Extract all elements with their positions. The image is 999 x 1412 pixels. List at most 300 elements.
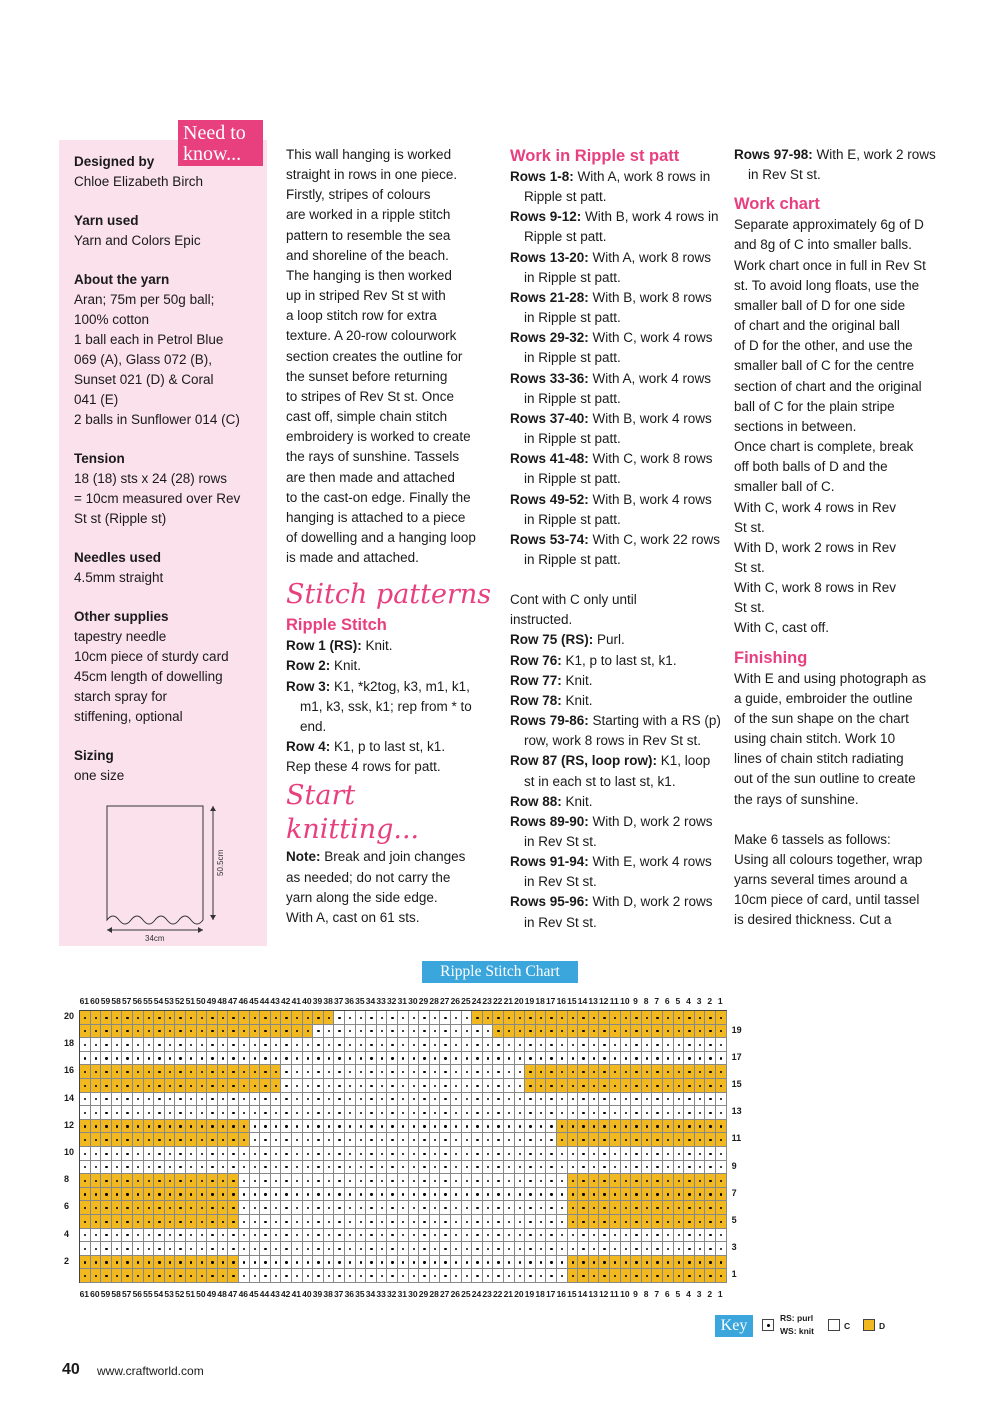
chart-cell	[377, 1147, 388, 1161]
chart-cell	[483, 1093, 494, 1107]
chart-cell	[345, 1161, 356, 1175]
chart-cell	[462, 1242, 473, 1256]
chart-cell	[101, 1133, 112, 1147]
chart-cell	[324, 1120, 335, 1134]
chart-cell	[271, 1011, 282, 1025]
chart-cell	[493, 1093, 504, 1107]
finishing-text: the rays of sunshine.	[734, 791, 859, 807]
chart-cell	[610, 1229, 621, 1243]
chart-cell	[621, 1161, 632, 1175]
chart-cell	[409, 1079, 420, 1093]
chart-cell	[705, 1093, 716, 1107]
chart-cell	[356, 1079, 367, 1093]
chart-cell	[398, 1079, 409, 1093]
chart-cell	[440, 1093, 451, 1107]
chart-cell	[652, 1120, 663, 1134]
chart-cell	[281, 1065, 292, 1079]
chart-cell	[716, 1052, 727, 1066]
chart-cell	[536, 1242, 547, 1256]
chart-column-number: 36	[344, 1289, 355, 1299]
chart-cell	[186, 1256, 197, 1270]
instruction-row	[510, 630, 722, 650]
chart-column-number: 50	[196, 996, 206, 1006]
chart-column-number: 9	[633, 1289, 638, 1299]
chart-cell	[154, 1215, 165, 1229]
chart-cell	[250, 1106, 261, 1120]
chart-cell	[695, 1052, 706, 1066]
chart-cell	[218, 1256, 229, 1270]
sidebar-text: 041 (E)	[74, 392, 119, 407]
instruction-row	[734, 145, 949, 185]
chart-cell	[536, 1025, 547, 1039]
chart-cell	[366, 1052, 377, 1066]
chart-column-number: 47	[227, 1289, 238, 1299]
chart-cell	[642, 1133, 653, 1147]
instruction-row	[510, 369, 722, 409]
chart-cell	[260, 1174, 271, 1188]
chart-cell	[271, 1188, 282, 1202]
chart-cell	[525, 1120, 536, 1134]
instruction-text: K1, p to last st, k1.	[330, 739, 446, 755]
chart-cell	[631, 1201, 642, 1215]
chart-cell	[462, 1174, 473, 1188]
chart-cell	[303, 1269, 314, 1283]
chart-cell	[122, 1133, 133, 1147]
chart-cell	[589, 1256, 600, 1270]
chart-cell	[557, 1065, 568, 1079]
chart-cell	[472, 1093, 483, 1107]
chart-cell	[536, 1120, 547, 1134]
chart-cell	[144, 1201, 155, 1215]
chart-cell	[133, 1038, 144, 1052]
sidebar-text: 2 balls in Sunflower 014 (C)	[74, 412, 240, 427]
chart-cell	[536, 1161, 547, 1175]
chart-cell	[536, 1269, 547, 1283]
chart-cell	[674, 1065, 685, 1079]
chart-cell	[483, 1079, 494, 1093]
chart-column-number: 56	[132, 996, 143, 1006]
chart-cell	[292, 1256, 303, 1270]
work-chart-text: With C, work 4 rows in Rev	[734, 499, 897, 515]
instruction-text: With B, work 4 rows in Ripple st patt.	[524, 410, 712, 447]
chart-cell	[472, 1065, 483, 1079]
chart-cell	[716, 1025, 727, 1039]
chart-cell	[462, 1011, 473, 1025]
instruction-text: Knit.	[361, 638, 393, 654]
chart-cell	[387, 1215, 398, 1229]
chart-cell	[525, 1025, 536, 1039]
chart-cell	[398, 1256, 409, 1270]
chart-cell	[165, 1161, 176, 1175]
chart-cell	[197, 1269, 208, 1283]
chart-cell	[525, 1229, 536, 1243]
chart-cell	[345, 1174, 356, 1188]
instruction-label: Rows 13-20:	[510, 249, 589, 265]
intro-text: to the cast-on edge. Finally the	[286, 489, 471, 505]
chart-cell	[568, 1215, 579, 1229]
need-to-know-panel	[59, 140, 267, 946]
chart-cell	[398, 1065, 409, 1079]
chart-cell	[419, 1269, 430, 1283]
chart-cell	[631, 1120, 642, 1134]
chart-cell	[101, 1161, 112, 1175]
chart-cell	[313, 1093, 324, 1107]
chart-cell	[271, 1106, 282, 1120]
chart-cell	[281, 1120, 292, 1134]
chart-column-number: 28	[429, 996, 439, 1006]
chart-cell	[705, 1025, 716, 1039]
chart-column-number: 38	[323, 1289, 333, 1299]
chart-cell	[303, 1052, 314, 1066]
chart-cell	[207, 1106, 218, 1120]
chart-cell	[451, 1188, 462, 1202]
chart-cell	[419, 1120, 430, 1134]
chart-cell	[387, 1256, 398, 1270]
chart-cell	[674, 1215, 685, 1229]
chart-cell	[303, 1188, 314, 1202]
chart-cell	[430, 1038, 441, 1052]
chart-cell	[197, 1215, 208, 1229]
chart-cell	[356, 1161, 367, 1175]
chart-cell	[175, 1201, 186, 1215]
chart-cell	[610, 1052, 621, 1066]
chart-cell	[165, 1120, 176, 1134]
chart-cell	[377, 1093, 388, 1107]
chart-cell	[409, 1065, 420, 1079]
chart-cell	[409, 1188, 420, 1202]
chart-cell	[324, 1093, 335, 1107]
chart-cell	[271, 1269, 282, 1283]
chart-column-number: 17	[545, 1289, 556, 1299]
chart-cell	[493, 1256, 504, 1270]
chart-cell	[228, 1079, 239, 1093]
chart-cell	[281, 1229, 292, 1243]
chart-cell	[250, 1188, 261, 1202]
chart-cell	[377, 1120, 388, 1134]
chart-cell	[80, 1269, 91, 1283]
chart-cell	[218, 1025, 229, 1039]
chart-cell	[610, 1011, 621, 1025]
chart-cell	[557, 1242, 568, 1256]
chart-cell	[366, 1161, 377, 1175]
chart-cell	[525, 1147, 536, 1161]
chart-cell	[228, 1256, 239, 1270]
chart-cell	[493, 1188, 504, 1202]
work-chart-text: With D, work 2 rows in Rev	[734, 539, 897, 555]
chart-column-number: 13	[588, 1289, 598, 1299]
chart-column-number: 59	[100, 996, 111, 1006]
chart-cell	[557, 1133, 568, 1147]
chart-cell	[324, 1201, 335, 1215]
chart-cell	[621, 1269, 632, 1283]
chart-cell	[610, 1093, 621, 1107]
chart-cell	[599, 1242, 610, 1256]
chart-cell	[356, 1174, 367, 1188]
chart-column-number: 20	[514, 1289, 524, 1299]
chart-cell	[451, 1052, 462, 1066]
chart-cell	[133, 1025, 144, 1039]
chart-cell	[356, 1229, 367, 1243]
chart-cell	[228, 1052, 239, 1066]
chart-cell	[91, 1025, 102, 1039]
chart-cell	[80, 1011, 91, 1025]
chart-cell	[133, 1120, 144, 1134]
work-chart-text: smaller ball of D for one side	[734, 297, 906, 313]
chart-cell	[101, 1120, 112, 1134]
chart-cell	[716, 1147, 727, 1161]
chart-cell	[260, 1215, 271, 1229]
chart-cell	[663, 1093, 674, 1107]
chart-cell	[462, 1147, 473, 1161]
chart-cell	[483, 1174, 494, 1188]
chart-cell	[101, 1201, 112, 1215]
chart-cell	[419, 1256, 430, 1270]
spacer	[286, 568, 496, 578]
instruction-text: With C, work 4 rows in Ripple st patt.	[524, 330, 713, 366]
chart-cell	[377, 1215, 388, 1229]
chart-cell	[292, 1174, 303, 1188]
chart-cell	[440, 1147, 451, 1161]
chart-cell	[175, 1147, 186, 1161]
chart-cell	[112, 1174, 123, 1188]
chart-column-number: 21	[503, 1289, 514, 1299]
chart-cell	[80, 1025, 91, 1039]
chart-cell	[493, 1161, 504, 1175]
chart-cell	[91, 1079, 102, 1093]
chart-cell	[175, 1256, 186, 1270]
chart-cell	[419, 1147, 430, 1161]
chart-cell	[387, 1133, 398, 1147]
chart-cell	[101, 1256, 112, 1270]
chart-cell	[228, 1025, 239, 1039]
chart-cell	[228, 1106, 239, 1120]
chart-cell	[493, 1079, 504, 1093]
chart-cell	[239, 1147, 250, 1161]
chart-cell	[599, 1133, 610, 1147]
chart-cell	[419, 1242, 430, 1256]
chart-cell	[345, 1256, 356, 1270]
chart-cell	[472, 1161, 483, 1175]
chart-cell	[324, 1106, 335, 1120]
chart-cell	[175, 1038, 186, 1052]
chart-cell	[366, 1147, 377, 1161]
chart-cell	[366, 1201, 377, 1215]
chart-cell	[578, 1120, 589, 1134]
chart-cell	[642, 1161, 653, 1175]
intro-text: are then made and attached	[286, 469, 455, 485]
chart-row-number: 1	[731, 1269, 737, 1280]
chart-cell	[610, 1188, 621, 1202]
chart-cell	[218, 1215, 229, 1229]
work-chart-text: smaller ball of C.	[734, 479, 835, 495]
chart-cell	[260, 1038, 271, 1052]
chart-cell	[101, 1065, 112, 1079]
chart-cell	[91, 1052, 102, 1066]
chart-cell	[674, 1025, 685, 1039]
chart-cell	[546, 1161, 557, 1175]
chart-cell	[663, 1242, 674, 1256]
chart-cell	[621, 1242, 632, 1256]
chart-cell	[483, 1120, 494, 1134]
chart-column-number: 5	[675, 996, 681, 1006]
chart-cell	[197, 1133, 208, 1147]
chart-cell	[462, 1120, 473, 1134]
chart-row-number: 9	[731, 1160, 737, 1171]
instruction-text: With B, work 4 rows in Ripple st patt.	[524, 491, 712, 527]
chart-cell	[515, 1215, 526, 1229]
chart-cell	[334, 1174, 345, 1188]
chart-cell	[589, 1242, 600, 1256]
chart-cell	[440, 1269, 451, 1283]
chart-cell	[684, 1269, 695, 1283]
chart-cell	[621, 1120, 632, 1134]
chart-cell	[695, 1229, 706, 1243]
chart-cell	[313, 1011, 324, 1025]
chart-cell	[356, 1052, 367, 1066]
chart-cell	[250, 1025, 261, 1039]
chart-cell	[366, 1093, 377, 1107]
chart-cell	[377, 1011, 388, 1025]
chart-cell	[101, 1174, 112, 1188]
key-ws-label: WS: knit	[780, 1326, 814, 1336]
chart-cell	[207, 1242, 218, 1256]
chart-cell	[599, 1256, 610, 1270]
chart-cell	[175, 1079, 186, 1093]
chart-cell	[515, 1106, 526, 1120]
sidebar-text: 18 (18) sts x 24 (28) rows	[74, 471, 228, 486]
chart-cell	[599, 1011, 610, 1025]
chart-cell	[557, 1106, 568, 1120]
chart-cell	[154, 1229, 165, 1243]
chart-column-number: 26	[450, 996, 461, 1006]
chart-cell	[546, 1269, 557, 1283]
chart-row-number: 16	[64, 1065, 75, 1076]
chart-cell	[112, 1188, 123, 1202]
chart-cell	[568, 1011, 579, 1025]
chart-cell	[684, 1011, 695, 1025]
chart-cell	[642, 1147, 653, 1161]
chart-cell	[578, 1147, 589, 1161]
chart-cell	[133, 1242, 144, 1256]
chart-cell	[515, 1201, 526, 1215]
instruction-row	[510, 812, 722, 852]
chart-cell	[334, 1133, 345, 1147]
instruction-label: Rows 21-28:	[510, 289, 589, 305]
chart-cell	[695, 1161, 706, 1175]
chart-cell	[652, 1025, 663, 1039]
chart-cell	[377, 1052, 388, 1066]
chart-cell	[493, 1242, 504, 1256]
need-to-know-tag: Need to know...	[178, 120, 263, 166]
chart-cell	[165, 1065, 176, 1079]
chart-column-number: 61	[79, 996, 90, 1006]
key-title: Key	[715, 1315, 753, 1337]
chart-cell	[218, 1242, 229, 1256]
chart-row-number: 7	[731, 1187, 737, 1198]
chart-cell	[568, 1188, 579, 1202]
chart-cell	[250, 1256, 261, 1270]
chart-cell	[91, 1065, 102, 1079]
chart-cell	[652, 1174, 663, 1188]
intro-text: hanging is attached to a piece	[286, 509, 466, 525]
chart-cell	[621, 1188, 632, 1202]
chart-cell	[271, 1201, 282, 1215]
chart-cell	[409, 1133, 420, 1147]
chart-column-number: 44	[259, 996, 270, 1006]
chart-cell	[472, 1269, 483, 1283]
chart-cell	[483, 1256, 494, 1270]
chart-cell	[250, 1229, 261, 1243]
chart-cell	[610, 1106, 621, 1120]
chart-cell	[387, 1242, 398, 1256]
chart-cell	[504, 1052, 515, 1066]
chart-column-number: 32	[386, 1289, 397, 1299]
chart-cell	[398, 1161, 409, 1175]
chart-cell	[621, 1229, 632, 1243]
instruction-label: Rows 49-52:	[510, 491, 589, 507]
chart-cell	[663, 1147, 674, 1161]
chart-cell	[546, 1201, 557, 1215]
instruction-label: Rows 91-94:	[510, 854, 589, 870]
chart-cell	[674, 1011, 685, 1025]
chart-cell	[271, 1242, 282, 1256]
instruction-row	[510, 792, 722, 812]
chart-cell	[440, 1256, 451, 1270]
chart-cell	[345, 1065, 356, 1079]
chart-cell	[472, 1174, 483, 1188]
chart-cell	[239, 1161, 250, 1175]
chart-cell	[122, 1147, 133, 1161]
sidebar-text: 10cm piece of sturdy card	[74, 649, 229, 664]
chart-cell	[599, 1079, 610, 1093]
chart-column-number: 12	[598, 996, 609, 1006]
chart-column-number: 54	[153, 996, 164, 1006]
chart-cell	[101, 1079, 112, 1093]
chart-column-number: 18	[535, 1289, 545, 1299]
chart-cell	[165, 1133, 176, 1147]
chart-cell	[144, 1120, 155, 1134]
finishing-text: With E and using photograph as	[734, 670, 927, 686]
chart-column-number: 61	[79, 1289, 90, 1299]
chart-cell	[695, 1242, 706, 1256]
chart-column-number: 35	[355, 996, 365, 1006]
chart-cell	[631, 1133, 642, 1147]
chart-cell	[525, 1269, 536, 1283]
chart-cell	[705, 1229, 716, 1243]
chart-cell	[228, 1065, 239, 1079]
chart-cell	[451, 1269, 462, 1283]
chart-cell	[165, 1093, 176, 1107]
chart-cell	[557, 1229, 568, 1243]
chart-cell	[122, 1093, 133, 1107]
chart-column-number: 40	[302, 996, 312, 1006]
chart-cell	[91, 1161, 102, 1175]
chart-cell	[165, 1011, 176, 1025]
chart-cell	[207, 1256, 218, 1270]
sizing-diagram	[89, 802, 269, 942]
chart-cell	[101, 1093, 112, 1107]
chart-cell	[144, 1106, 155, 1120]
chart-cell	[515, 1174, 526, 1188]
chart-cell	[504, 1174, 515, 1188]
chart-column-number: 54	[153, 1289, 164, 1299]
chart-cell	[313, 1256, 324, 1270]
chart-cell	[303, 1242, 314, 1256]
chart-cell	[345, 1106, 356, 1120]
chart-cell	[112, 1038, 123, 1052]
chart-cell	[387, 1120, 398, 1134]
chart-cell	[334, 1201, 345, 1215]
